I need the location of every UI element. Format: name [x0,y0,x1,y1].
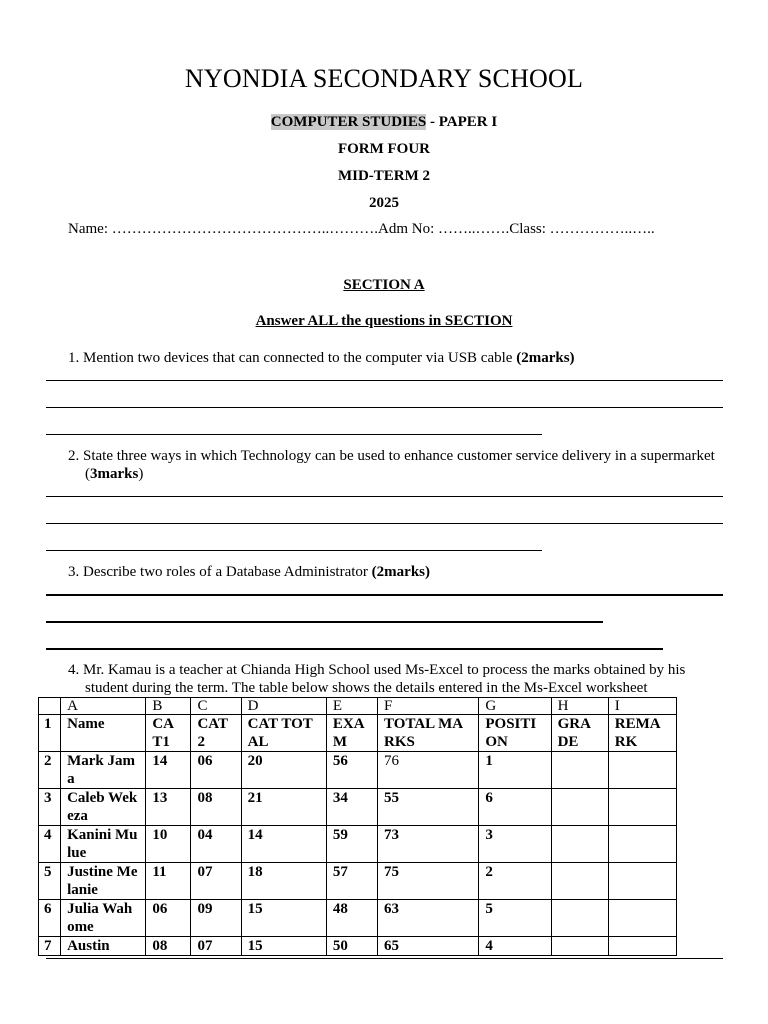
question-text: Describe two roles of a Database Administrator [79,564,372,580]
cell-exam: 48 [326,900,377,937]
answer-line [46,523,723,524]
header-cell-cat1: CA T1 [146,715,191,752]
cell-cat2: 04 [191,826,241,863]
table-header-row [39,715,677,752]
cell-remark [608,937,676,956]
column-letter: I [608,698,676,715]
question-3 [68,563,728,581]
cell-grade [551,826,608,863]
row-number: 2 [39,752,61,789]
school-title: NYONDIA SECONDARY SCHOOL [184,64,584,93]
cell-total-marks: 63 [378,900,479,937]
question-text: Mr. Kamau is a teacher at Chianda High School used Ms-Excel to process the marks obtained by his [79,662,686,678]
cell-grade [551,937,608,956]
cell-name: Caleb Wekeza [61,789,146,826]
question-number: 2. [68,448,80,464]
column-letter-row [39,698,677,715]
cell-position: 3 [479,826,551,863]
cell-cat2: 08 [191,789,241,826]
row-number: 4 [39,826,61,863]
cell-cat2: 07 [191,937,241,956]
cell-grade [551,863,608,900]
cell-exam: 34 [326,789,377,826]
cell-position: 1 [479,752,551,789]
cell-cat-total: 21 [241,789,326,826]
question-marks: (2marks) [516,350,575,366]
row-number: 7 [39,937,61,956]
cell-cat-total: 20 [241,752,326,789]
cell-remark [608,900,676,937]
cell-cat1: 14 [146,752,191,789]
cell-total-marks: 76 [378,752,479,789]
cell-cat2: 07 [191,863,241,900]
table-row [39,789,677,826]
answer-line [46,380,723,381]
answer-line [46,594,723,596]
question-text: Mention two devices that can connected to the computer via USB cable [79,350,517,366]
student-details-line: Name: ……………………………………..……….Adm No: ……..…….Class: ……………..….. [68,221,655,237]
cell-remark [608,863,676,900]
cell-total-marks: 73 [378,826,479,863]
cell-exam: 50 [326,937,377,956]
column-letter: F [378,698,479,715]
table-row [39,752,677,789]
question-number: 4. [68,662,80,678]
cell-name: Kanini Mulue [61,826,146,863]
column-letter: B [146,698,191,715]
question-4 [68,661,728,697]
cell-total-marks: 55 [378,789,479,826]
question-number: 3. [68,564,80,580]
cell-cat1: 10 [146,826,191,863]
question-2 [68,447,728,483]
header-cell-remark: REMA RK [608,715,676,752]
header-cell-name: Name [61,715,146,752]
header-cell-exam: EXA M [326,715,377,752]
answer-line [46,550,542,551]
cell-position: 2 [479,863,551,900]
column-letter: H [551,698,608,715]
section-heading: SECTION A [343,277,425,293]
cell-total-marks: 65 [378,937,479,956]
question-number: 1. [68,350,80,366]
answer-line [46,958,723,959]
table-row [39,937,677,956]
cell-total-marks: 75 [378,863,479,900]
cell-cat2: 09 [191,900,241,937]
year-label: 2025 [369,195,399,211]
answer-line [46,621,603,623]
subject-line [0,114,768,131]
cell-name: Julia Wahome [61,900,146,937]
question-text-continued: student during the term. The table below shows the details entered in the Ms-Excel worksheet [85,680,648,696]
question-marks: 3marks [90,466,139,482]
cell-name: Austin [61,937,146,956]
cell-position: 6 [479,789,551,826]
subject-highlight: COMPUTER STUDIES [270,114,427,130]
cell-cat-total: 15 [241,900,326,937]
cell-remark [608,826,676,863]
cell-remark [608,752,676,789]
cell-cat-total: 14 [241,826,326,863]
row-number: 1 [39,715,61,752]
cell-exam: 56 [326,752,377,789]
row-number: 6 [39,900,61,937]
answer-line [46,648,663,650]
table-row [39,826,677,863]
table-row [39,900,677,937]
answer-line [46,496,723,497]
cell-position: 4 [479,937,551,956]
form-label: FORM FOUR [337,141,431,157]
cell-grade [551,900,608,937]
header-cell-cat2: CAT 2 [191,715,241,752]
paper-label: - PAPER I [426,114,498,130]
table-row [39,863,677,900]
cell-name: Mark Jama [61,752,146,789]
cell-cat1: 11 [146,863,191,900]
row-number: 3 [39,789,61,826]
cell-remark [608,789,676,826]
cell-cat-total: 15 [241,937,326,956]
cell-grade [551,789,608,826]
cell-grade [551,752,608,789]
column-letter [39,698,61,715]
column-letter: A [61,698,146,715]
header-cell-total-marks: TOTAL MARKS [378,715,479,752]
cell-exam: 59 [326,826,377,863]
cell-position: 5 [479,900,551,937]
row-number: 5 [39,863,61,900]
cell-cat1: 06 [146,900,191,937]
question-1 [68,349,728,367]
question-text: State three ways in which Technology can be used to enhance customer service delivery in a supermarket [79,448,715,464]
term-label: MID-TERM 2 [337,168,431,184]
cell-cat1: 13 [146,789,191,826]
question-marks: (2marks) [371,564,430,580]
cell-name: Justine Melanie [61,863,146,900]
answer-line [46,407,723,408]
cell-cat2: 06 [191,752,241,789]
answer-line [46,434,542,435]
column-letter: C [191,698,241,715]
header-cell-cat-total: CAT TOTAL [241,715,326,752]
marks-worksheet-table [38,697,677,956]
cell-cat-total: 18 [241,863,326,900]
column-letter: G [479,698,551,715]
column-letter: E [326,698,377,715]
cell-exam: 57 [326,863,377,900]
cell-cat1: 08 [146,937,191,956]
instruction-heading: Answer ALL the questions in SECTION [255,313,513,329]
question-marks-line: (3marks) [85,466,144,482]
header-cell-grade: GRA DE [551,715,608,752]
column-letter: D [241,698,326,715]
header-cell-position: POSITI ON [479,715,551,752]
